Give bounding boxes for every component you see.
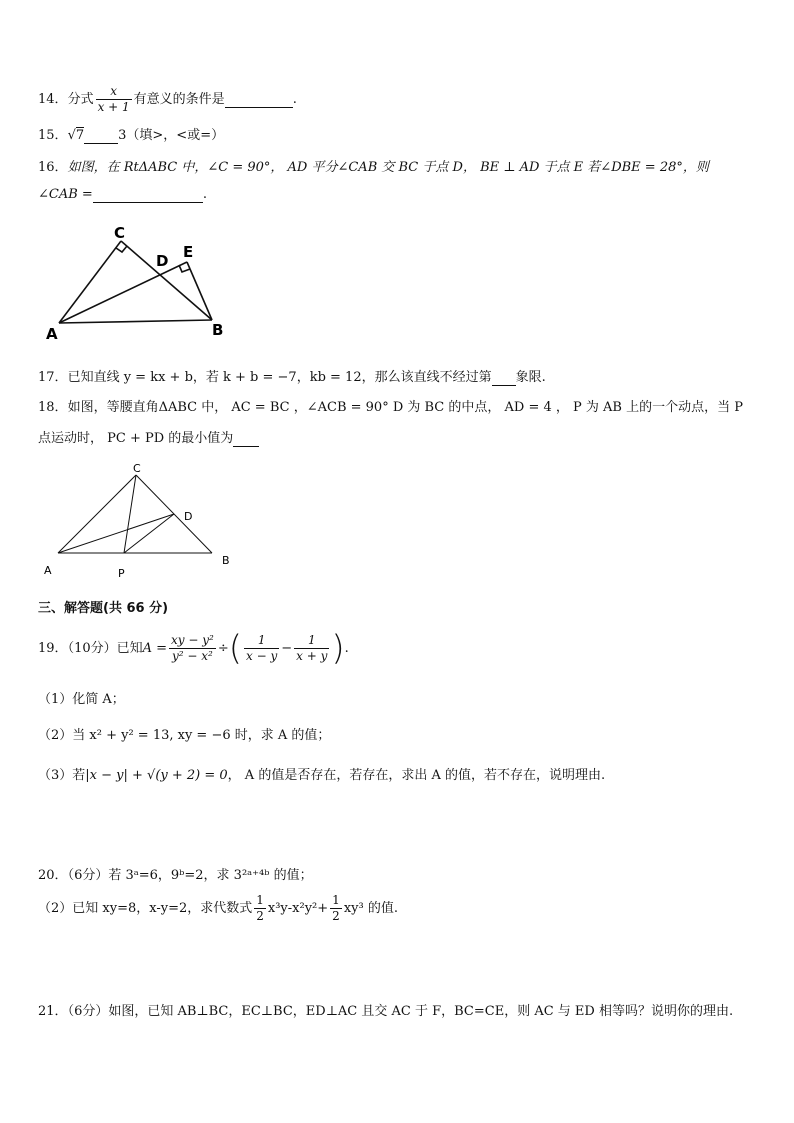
q19-minus: −	[281, 641, 293, 656]
q18-text2: 点运动时， PC + PD 的最小值为	[38, 431, 234, 446]
section-title: 三、解答题(共 66 分)	[38, 601, 169, 616]
label-c: C	[133, 462, 141, 475]
q19-f1-num: xy − y²	[171, 633, 214, 647]
label-c: C	[114, 224, 126, 242]
q16-cab: ∠CAB =	[38, 187, 93, 202]
q19-p3-pre: （3）若	[38, 768, 86, 783]
answer-blank	[84, 128, 118, 144]
q14-frac-den: x + 1	[97, 100, 130, 114]
label-b: B	[212, 321, 224, 339]
question-18-line2	[38, 427, 259, 447]
q14-fraction	[96, 84, 132, 115]
q18-text: 如图，等腰直角ΔABC 中， AC = BC ，∠ACB = 90° D 为 BC 的中点， AD = 4 ， P 为 AB 上的一个动点，当 P	[67, 400, 743, 415]
q20-half-den: 2	[332, 909, 340, 923]
q20-half-2	[330, 893, 342, 924]
question-16-line1: 16．如图，在 RtΔABC 中，∠C = 90°， AD 平分∠CAB 交 BC 于点 D， BE ⊥ AD 于点 E 若∠DBE = 28°，则	[38, 160, 709, 175]
question-number: 19	[38, 641, 55, 656]
q19-a-equals: A =	[142, 641, 168, 656]
figure-isosceles-triangle	[38, 460, 238, 582]
q17-end: 象限.	[515, 370, 546, 385]
right-paren-icon: )	[331, 628, 345, 669]
label-d: D	[184, 510, 193, 523]
q19-p3-post: ， A 的值是否存在，若存在，求出 A 的值，若不存在，说明理由.	[227, 768, 606, 783]
question-number: 15	[38, 128, 55, 143]
q15-radicand: 7	[75, 128, 85, 143]
answer-blank	[225, 92, 293, 108]
q14-suffix: 有意义的条件是	[133, 92, 225, 107]
question-15: 15．√7 3（填>，<或=）	[38, 128, 225, 143]
figure-triangle-abc	[40, 222, 230, 342]
q19-part3	[38, 764, 605, 783]
label-p: P	[118, 567, 125, 580]
label-b: B	[222, 554, 230, 567]
q20-term2: xy³ 的值.	[343, 901, 398, 916]
question-number: 17	[38, 370, 55, 385]
q19-f3-num: 1	[294, 633, 329, 649]
label-a: A	[44, 564, 52, 577]
q19-f2-num: 1	[244, 633, 279, 649]
q20-term1: x³y-x²y²+	[267, 901, 329, 916]
q14-end: .	[292, 92, 297, 107]
q19-score: （10分）已知	[67, 641, 143, 656]
q20-half-num: 1	[332, 893, 340, 907]
q19-fraction-1	[169, 633, 216, 664]
question-number: 16	[38, 160, 55, 175]
question-19: 19．（10分）已知A = $\frac{\text{xy − y²}}{\text{y² − x²}}$ ÷( $\frac{1}{x - y}$ − $\frac{1}{x + y}$ ).	[38, 628, 349, 669]
q16-end: .	[202, 187, 207, 202]
q19-fraction-2	[244, 633, 279, 664]
question-20-line2	[38, 892, 398, 926]
q20-half-1	[254, 893, 266, 924]
q14-frac-num: x	[96, 84, 132, 100]
q17-text: 已知直线 y = kx + b，若 k + b = −7，kb = 12，那么该直线不经过第	[67, 370, 492, 385]
question-number: 20	[38, 868, 55, 883]
sqrt-icon: √	[67, 128, 76, 143]
question-17: 17．已知直线 y = kx + b，若 k + b = −7，kb = 12，那么该直线不经过第 象限.	[38, 370, 546, 385]
question-number: 18	[38, 400, 55, 415]
answer-blank	[93, 187, 203, 203]
question-20-line1: 20．（6分）若 3ᵃ=6，9ᵇ=2，求 3²ᵃ⁺⁴ᵇ 的值；	[38, 868, 313, 883]
q19-part2: （2）当 x² + y² = 13, xy = −6 时，求 A 的值；	[38, 728, 331, 743]
q19-fraction-3	[294, 633, 329, 664]
q15-after: 3（填>，<或=）	[118, 128, 225, 143]
question-number: 21	[38, 1004, 55, 1019]
answer-blank	[492, 370, 516, 386]
q19-f1-den: y² − x²	[172, 649, 213, 663]
answer-blank	[233, 431, 259, 447]
q14-prefix: 分式	[67, 92, 94, 107]
question-number: 14	[38, 92, 55, 107]
question-16-line2	[38, 187, 207, 203]
q20-text2: （2）已知 xy=8，x-y=2，求代数式	[38, 901, 253, 916]
question-21: 21．（6分）如图，已知 AB⊥BC，EC⊥BC，ED⊥AC 且交 AC 于 F，BC=CE，则 AC 与 ED 相等吗？说明你的理由.	[38, 1004, 734, 1019]
question-18-line1: 18．如图，等腰直角ΔABC 中， AC = BC ，∠ACB = 90° D 为 BC 的中点， AD = 4 ， P 为 AB 上的一个动点，当 P	[38, 400, 743, 415]
q20-half-num: 1	[256, 893, 264, 907]
q19-part1: （1）化简 A；	[38, 692, 125, 707]
label-e: E	[183, 243, 194, 261]
left-paren-icon: (	[228, 628, 243, 669]
q16-text: 如图，在 RtΔABC 中，∠C = 90°， AD 平分∠CAB 交 BC 于点 D， BE ⊥ AD 于点 E 若∠DBE = 28°，则	[67, 160, 709, 175]
q20-text: （6分）若 3ᵃ=6，9ᵇ=2，求 3²ᵃ⁺⁴ᵇ 的值；	[67, 868, 313, 883]
label-a: A	[46, 325, 58, 342]
q19-f2-den: x − y	[246, 649, 278, 663]
question-14: 14．分式 $\frac{x}{x + 1}$ 有意义的条件是 .	[38, 84, 297, 114]
q20-half-den: 2	[256, 909, 264, 923]
q19-p3-condition: |x − y| + √(y + 2) = 0	[85, 768, 228, 783]
q21-text: （6分）如图，已知 AB⊥BC，EC⊥BC，ED⊥AC 且交 AC 于 F，BC=CE，则 AC 与 ED 相等吗？说明你的理由.	[67, 1004, 734, 1019]
q19-f3-den: x + y	[296, 649, 328, 663]
q19-end: .	[344, 641, 349, 656]
label-d: D	[156, 252, 169, 270]
q19-div: ÷	[217, 641, 229, 656]
